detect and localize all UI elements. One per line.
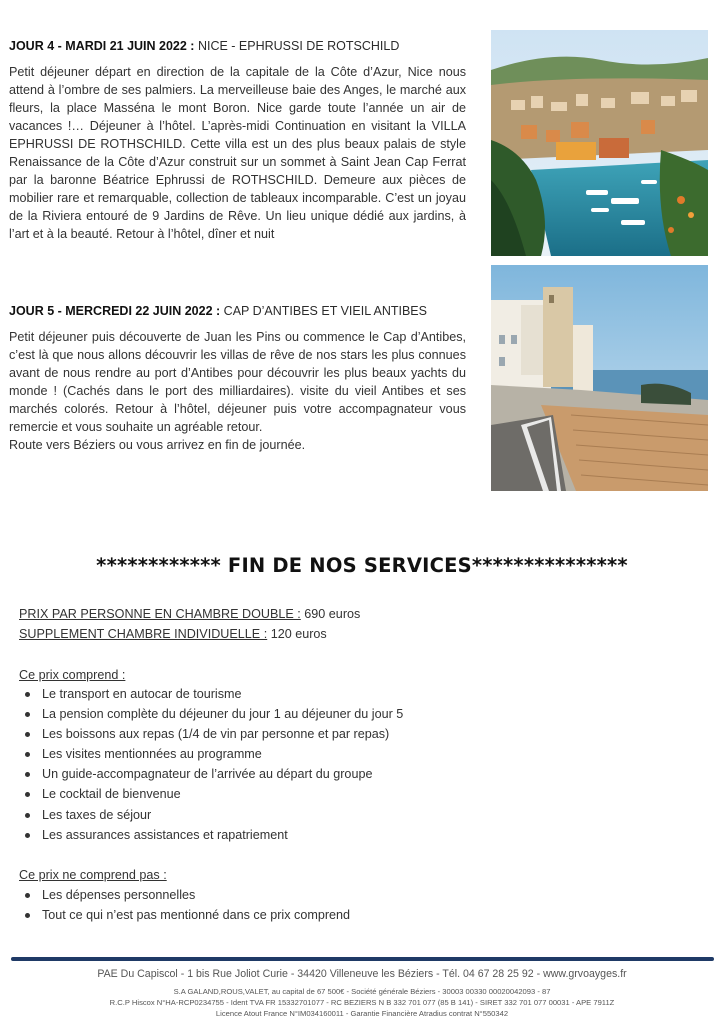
day5-title-rest: CAP D’ANTIBES ET VIEIL ANTIBES xyxy=(220,304,427,318)
footer-address: PAE Du Capiscol - 1 bis Rue Joliot Curie - 34420 Villeneuve les Béziers - Tél. 04 67 28 25 92 - www.grvoayges.fr xyxy=(97,968,627,980)
includes-heading: Ce prix comprend : xyxy=(19,668,126,682)
day5-text: Petit déjeuner puis découverte de Juan les Pins ou commence le Cap d’Antibes, c’est là que nous allons découvrir les villas de rêve de nos stars les plus connues avant de nous rendre au port d’Antibes pour découvrir les plus beaux yachts du monde ! (Cachés dans le port des milliardaires). visite du vieil Antibes et ses marchés colorés. Retour à l’hôtel, déjeuner puis votre accompagnateur vous remercie et vous souhaite un agréable retour. xyxy=(9,330,466,434)
antibes-ramparts-photo xyxy=(491,265,708,491)
list-item: La pension complète du déjeuner du jour 1 au déjeuner du jour 5 xyxy=(25,704,403,724)
list-item: Les boissons aux repas (1/4 de vin par personne et par repas) xyxy=(25,724,403,744)
list-item: Le transport en autocar de tourisme xyxy=(25,684,403,704)
day5-title xyxy=(9,303,466,319)
antibes-ramparts-illustration xyxy=(491,265,708,491)
footer-legal-2: R.C.P Hiscox N°HA-RCP0234755 - Ident TVA FR 15332701077 - RC BEZIERS N B 332 701 077 (85 B 141) - SIRET 332 701 077 00031 - APE 7911Z xyxy=(109,998,615,1007)
price-single-label: SUPPLEMENT CHAMBRE INDIVIDUELLE : xyxy=(19,627,268,641)
list-item: Les taxes de séjour xyxy=(25,805,403,825)
list-item: Les visites mentionnées au programme xyxy=(25,744,403,764)
list-item: Le cocktail de bienvenue xyxy=(25,784,403,804)
excludes-heading: Ce prix ne comprend pas : xyxy=(19,868,167,882)
day4-title xyxy=(9,38,466,54)
day4-title-rest: NICE - EPHRUSSI DE ROTSCHILD xyxy=(194,39,400,53)
footer-legal-3: Licence Atout France N°IM034160011 - Garantie Financière Atradius contrat N°550342 xyxy=(215,1009,509,1018)
footer-divider xyxy=(11,957,714,961)
excludes-list xyxy=(25,885,350,925)
price-single-value: 120 euros xyxy=(267,627,327,641)
day5-text-2: Route vers Béziers ou vous arrivez en fin de journée. xyxy=(9,438,306,452)
end-of-services-heading: ************ FIN DE NOS SERVICES*************** xyxy=(96,554,628,577)
price-block xyxy=(19,604,360,644)
price-single-line xyxy=(19,624,360,644)
day4-section xyxy=(9,38,466,243)
list-item: Les dépenses personnelles xyxy=(25,885,350,905)
list-item: Tout ce qui n’est pas mentionné dans ce prix comprend xyxy=(25,905,350,925)
price-double-value: 690 euros xyxy=(300,607,361,621)
day4-text: Petit déjeuner départ en direction de la capitale de la Côte d’Azur, Nice nous attend à l’ombre de ses palmiers. La merveilleuse baie des Anges, le marché aux fleurs, la place Masséna le mont Boron. Nice garde toute l’année un air de vacances !… Déjeuner à l’hôtel. L’après-midi Continuation en visitant la VILLA EPHRUSSI DE ROTHSCHILD. Cette villa est un des plus beaux palais de style Renaissance de la Côte d’Azur construit sur un sommet à Saint Jean Cap Ferrat par la baronne Béatrice Ephrussi de ROTHSCHILD. Demeure aux pièces de mobilier rare et remarquable, collection de tableaux incomparable. C’est un joyau de la Riviera entouré de 9 Jardins de Rêve. Un lieu unique dédié aux jardins, à l’art et à la beauté. Retour à l’hôtel, dîner et nuit xyxy=(9,65,466,241)
nice-harbour-photo xyxy=(491,30,708,256)
day5-title-bold: JOUR 5 - MERCREDI 22 JUIN 2022 : xyxy=(9,304,221,318)
price-double-line xyxy=(19,604,360,624)
day4-title-bold: JOUR 4 - MARDI 21 JUIN 2022 : xyxy=(9,39,195,53)
includes-list xyxy=(25,684,403,845)
price-double-label: PRIX PAR PERSONNE EN CHAMBRE DOUBLE : xyxy=(19,607,301,621)
day5-section xyxy=(9,303,466,454)
list-item: Un guide-accompagnateur de l’arrivée au départ du groupe xyxy=(25,764,403,784)
footer-legal-1: S.A GALAND,ROUS,VALET, au capital de 67 500€ - Société générale Béziers - 30003 00330 00020042093 - 87 xyxy=(173,987,551,996)
nice-harbour-illustration xyxy=(491,30,708,256)
list-item: Les assurances assistances et rapatriement xyxy=(25,825,403,845)
